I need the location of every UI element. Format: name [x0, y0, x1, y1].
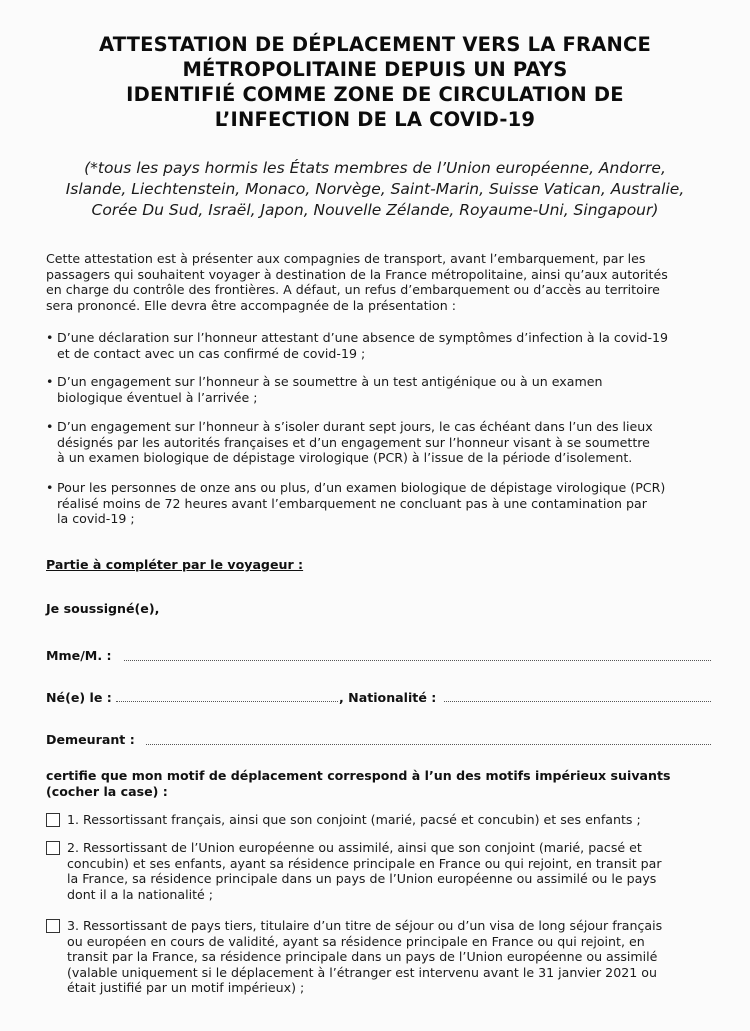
title-line: L’INFECTION DE LA COVID-19 [214, 108, 536, 131]
option-line: transit par la France, sa résidence principale dans un pays de l’Union européenne ou assimilé [67, 949, 658, 964]
name-label: Mme/M. : [46, 648, 112, 663]
reason-checkbox[interactable] [46, 919, 60, 933]
list-item-line: la covid-19 ; [57, 511, 135, 526]
title-line: MÉTROPOLITAINE DEPUIS UN PAYS [182, 58, 568, 81]
birthdate-field[interactable] [116, 701, 338, 702]
bullet-marker: • [46, 419, 54, 434]
list-item-line: réalisé moins de 72 heures avant l’embarquement ne concluant pas à une contamination par [57, 495, 647, 511]
certify-line: (cocher la case) : [46, 783, 168, 799]
name-field[interactable] [124, 660, 711, 661]
intro-line: en charge du contrôle des frontières. A défaut, un refus d’embarquement ou d’accès au territoire [46, 282, 660, 297]
list-item-line: D’un engagement sur l’honneur à s’isoler durant sept jours, le cas échéant dans l’un des lieux [57, 419, 653, 434]
option-line: 3. Ressortissant de pays tiers, titulaire d’un titre de séjour ou d’un visa de long séjour français [67, 918, 663, 933]
title-line: ATTESTATION DE DÉPLACEMENT VERS LA FRANCE [98, 33, 652, 56]
document-title [40, 32, 710, 132]
birthdate-label: Né(e) le : [46, 690, 112, 705]
certification-statement [46, 768, 671, 799]
option-line: (valable uniquement si le déplacement à l’étranger est intervenu avant le 31 janvier 2021 ou [67, 964, 657, 980]
reason-checkbox[interactable] [46, 841, 60, 855]
traveler-section-title: Partie à compléter par le voyageur : [46, 557, 304, 572]
list-item-line: biologique éventuel à l’arrivée ; [57, 389, 258, 405]
intro-line: sera prononcé. Elle devra être accompagnée de la présentation : [46, 297, 456, 313]
option-line: ou européen en cours de validité, ayant sa résidence principale en France ou qui rejoint, en [67, 933, 645, 949]
list-item-line: D’un engagement sur l’honneur à se soumettre à un test antigénique ou à un examen [57, 374, 603, 389]
certify-line: certifie que mon motif de déplacement correspond à l’un des motifs impérieux suivants [46, 768, 671, 783]
subtitle-line: Islande, Liechtenstein, Monaco, Norvège, Saint-Marin, Suisse Vatican, Australie, [65, 180, 685, 198]
intro-line: passagers qui souhaitent voyager à destination de la France métropolitaine, ainsi qu’aux autorités [46, 266, 668, 282]
bullet-marker: • [46, 330, 54, 345]
bullet-marker: • [46, 374, 54, 389]
option-line: concubin) et ses enfants, ayant sa résidence principale en France ou qui rejoint, en transit par [67, 855, 662, 871]
address-label: Demeurant : [46, 732, 135, 747]
intro-line: Cette attestation est à présenter aux compagnies de transport, avant l’embarquement, par les [46, 251, 646, 266]
list-item-line: à un examen biologique de dépistage virologique (PCR) à l’issue de la période d’isolement. [57, 450, 633, 465]
subtitle-line: (*tous les pays hormis les États membres de l’Union européenne, Andorre, [84, 159, 666, 177]
list-item-line: D’une déclaration sur l’honneur attestant d’une absence de symptômes d’infection à la covid-19 [57, 330, 669, 345]
option-line: était justifié par un motif impérieux) ; [67, 980, 305, 995]
option-line: 2. Ressortissant de l’Union européenne ou assimilé, ainsi que son conjoint (marié, pacsé et [67, 840, 642, 855]
subtitle-line: Corée Du Sud, Israël, Japon, Nouvelle Zélande, Royaume-Uni, Singapour) [91, 201, 659, 219]
list-item-line: Pour les personnes de onze ans ou plus, d’un examen biologique de dépistage virologique (PCR) [57, 480, 666, 495]
list-item-line: et de contact avec un cas confirmé de covid-19 ; [57, 345, 366, 361]
bullet-marker: • [46, 480, 54, 495]
nationality-label: , Nationalité : [339, 690, 437, 705]
intro-paragraph [46, 251, 716, 313]
option-line: 1. Ressortissant français, ainsi que son conjoint (marié, pacsé et concubin) et ses enfants ; [67, 812, 641, 827]
list-item-line: désignés par les autorités françaises et d’un engagement sur l’honneur visant à se soumettre [57, 434, 650, 450]
option-line: dont il a la nationalité ; [67, 886, 214, 902]
reason-checkbox[interactable] [46, 813, 60, 827]
address-field[interactable] [146, 744, 711, 745]
title-line: IDENTIFIÉ COMME ZONE DE CIRCULATION DE [126, 83, 624, 106]
undersigned-label: Je soussigné(e), [46, 601, 160, 616]
option-line: la France, sa résidence principale dans un pays de l’Union européenne ou assimilé ou le pays [67, 871, 657, 886]
country-exceptions-note [30, 158, 720, 221]
nationality-field[interactable] [444, 701, 711, 702]
